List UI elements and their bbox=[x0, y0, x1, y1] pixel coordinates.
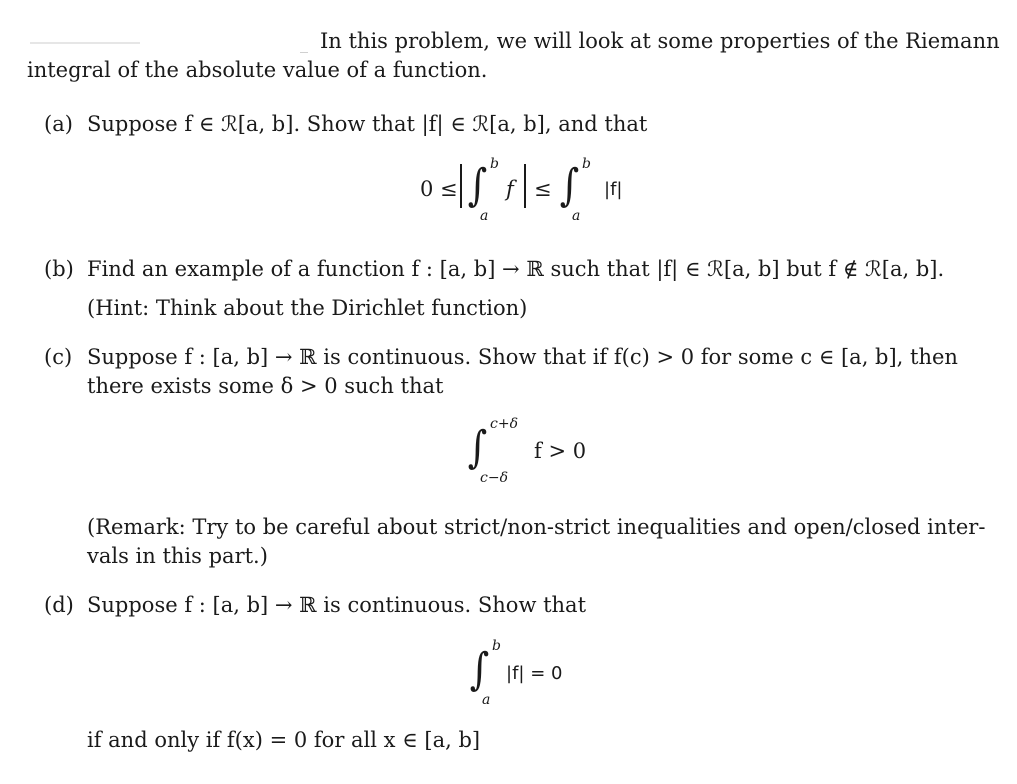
integral-sign: ∫ bbox=[467, 422, 488, 473]
intro-line-2: integral of the absolute value of a function. bbox=[27, 58, 488, 82]
part-d-lower-limit: a bbox=[482, 692, 491, 708]
part-a-integrand-1: f bbox=[506, 177, 514, 201]
part-a-lhs: 0 ≤ bbox=[420, 177, 458, 201]
part-a-lower-limit: a bbox=[480, 208, 489, 224]
part-c-integrand: f > 0 bbox=[534, 439, 587, 463]
part-a-label: (a) bbox=[44, 112, 73, 136]
part-c-display-equation bbox=[462, 416, 622, 486]
part-b-hint: (Hint: Think about the Dirichlet function) bbox=[87, 296, 528, 320]
part-c-remark-1: (Remark: Try to be careful about strict/non-strict inequalities and open/closed inter- bbox=[87, 515, 986, 539]
scan-artifact bbox=[30, 42, 140, 44]
part-d-display-equation bbox=[464, 638, 604, 708]
part-d-text: Suppose f : [a, b] → ℝ is continuous. Show that bbox=[87, 593, 587, 617]
integral-sign: ∫ bbox=[469, 644, 490, 695]
part-b-label: (b) bbox=[44, 257, 74, 281]
part-d-upper-limit: b bbox=[492, 638, 501, 654]
abs-bar-left bbox=[460, 164, 462, 208]
part-a-lower-limit-2: a bbox=[572, 208, 581, 224]
part-a-upper-limit: b bbox=[490, 156, 499, 172]
intro-line-1: In this problem, we will look at some properties of the Riemann bbox=[320, 29, 1000, 53]
part-d-after: if and only if f(x) = 0 for all x ∈ [a, b] bbox=[87, 728, 481, 752]
part-c-remark-2: vals in this part.) bbox=[87, 544, 268, 568]
scan-artifact bbox=[300, 52, 308, 53]
part-a-upper-limit-2: b bbox=[582, 156, 591, 172]
integral-sign: ∫ bbox=[467, 160, 488, 211]
abs-bar-right bbox=[524, 164, 526, 208]
part-d-label: (d) bbox=[44, 593, 74, 617]
part-a-text: Suppose f ∈ ℛ[a, b]. Show that |f| ∈ ℛ[a, b], and that bbox=[87, 112, 648, 136]
part-c-text-1: Suppose f : [a, b] → ℝ is continuous. Show that if f(c) > 0 for some c ∈ [a, b], then bbox=[87, 345, 958, 369]
part-b-text: Find an example of a function f : [a, b] → ℝ such that |f| ∈ ℛ[a, b] but f ∉ ℛ[a, b]. bbox=[87, 257, 945, 281]
part-c-upper-limit: c+δ bbox=[490, 416, 518, 432]
part-c-label: (c) bbox=[44, 345, 73, 369]
part-a-integrand-2: |f| bbox=[604, 179, 623, 200]
part-a-display-equation bbox=[420, 156, 640, 224]
part-c-text-2: there exists some δ > 0 such that bbox=[87, 374, 444, 398]
integral-sign: ∫ bbox=[559, 160, 580, 211]
part-d-integrand: |f| = 0 bbox=[506, 663, 563, 684]
part-c-lower-limit: c−δ bbox=[480, 470, 508, 486]
part-a-middle: ≤ bbox=[534, 177, 552, 201]
